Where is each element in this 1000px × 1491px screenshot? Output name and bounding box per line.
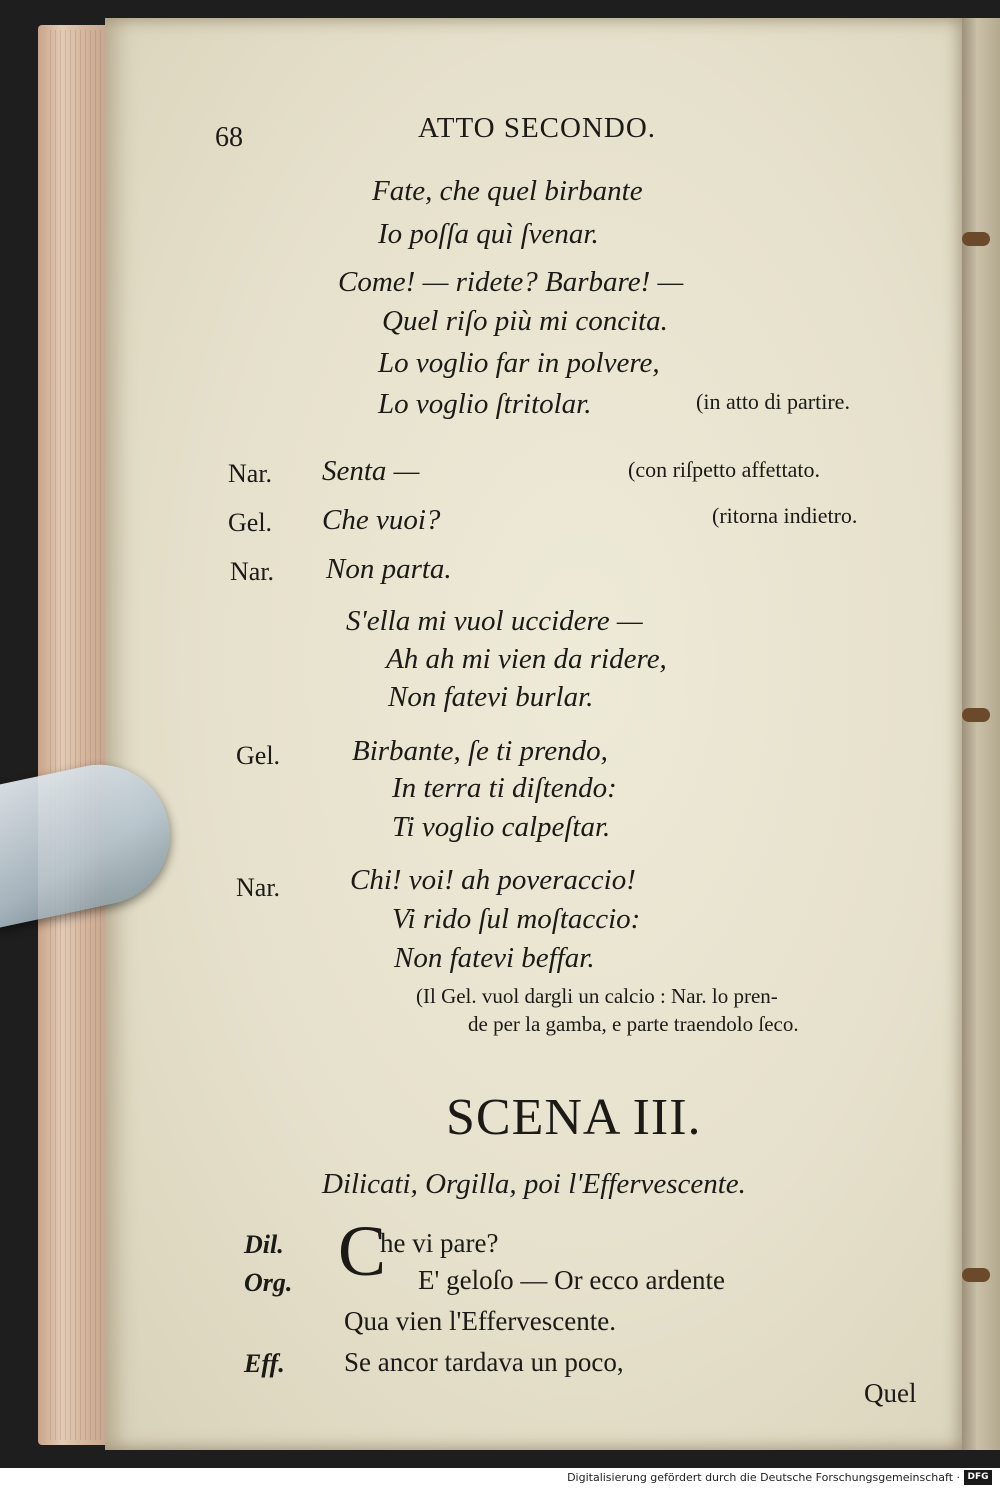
stage-direction: (in atto di partire. [696, 389, 850, 414]
speaker-label: Gel. [236, 741, 281, 770]
verse-line: Ah ah mi vien da ridere, [386, 643, 667, 675]
dialogue-line: Che vuoi? [322, 504, 441, 536]
verse-line: S'ella mi vuol uccidere — [346, 605, 643, 637]
speaker-label: Nar. [236, 873, 281, 902]
stage-direction: (Il Gel. vuol dargli un calcio : Nar. lo pren- [416, 984, 778, 1008]
drop-capital: C [338, 1211, 387, 1291]
speaker-label: Eff. [244, 1349, 285, 1378]
page-number: 68 [215, 122, 243, 153]
scene-title: SCENA III. [446, 1089, 702, 1146]
binding-thread [962, 232, 990, 246]
verse-line: Come! — ridete? Barbare! — [338, 266, 684, 298]
dialogue-line: E' geloſo — Or ecco ardente [418, 1265, 725, 1295]
dialogue-line: he vi pare? [380, 1228, 499, 1258]
verse-line: Birbante, ſe ti prendo, [352, 735, 608, 767]
dialogue-line: Se ancor tardava un poco, [344, 1347, 624, 1377]
verse-line: Ti voglio calpeſtar. [392, 811, 611, 843]
verse-line: Lo voglio far in polvere, [378, 347, 660, 379]
verse-line: Non fatevi beffar. [394, 942, 595, 974]
speaker-label: Nar. [228, 459, 273, 488]
speaker-label: Gel. [228, 508, 273, 537]
binding-thread [962, 1268, 990, 1282]
dialogue-line: Senta — [322, 455, 420, 487]
stage-direction: (con riſpetto affettato. [628, 457, 821, 482]
running-title: ATTO SECONDO. [418, 112, 657, 144]
verse-line: Chi! voi! ah poveraccio! [350, 864, 636, 896]
verse-line: Lo voglio ſtritolar. [378, 388, 592, 420]
verse-line: Io poſſa quì ſvenar. [378, 218, 599, 250]
verse-line: In terra ti diſtendo: [392, 772, 617, 804]
dfg-logo: DFG [964, 1470, 992, 1485]
stage-direction: (ritorna indietro. [712, 503, 858, 528]
dialogue-line: Non parta. [326, 553, 452, 585]
speaker-label: Org. [244, 1268, 293, 1297]
book-page-edges [50, 30, 105, 1440]
catchword: Quel [864, 1378, 917, 1408]
speaker-label: Nar. [230, 557, 275, 586]
stage-direction: de per la gamba, e parte traendolo ſeco. [468, 1012, 799, 1036]
verse-line: Vi rido ſul moſtaccio: [392, 903, 641, 935]
speaker-label: Dil. [244, 1230, 284, 1259]
digitization-credit: Digitalisierung gefördert durch die Deutsche Forschungsgemeinschaft · [567, 1471, 960, 1484]
verse-line: Quel riſo più mi concita. [382, 305, 668, 337]
verse-line: Non fatevi burlar. [388, 681, 594, 713]
dialogue-line: Qua vien l'Effervescente. [344, 1306, 616, 1336]
verse-line: Fate, che quel birbante [372, 175, 643, 207]
scene-characters: Dilicati, Orgilla, poi l'Effervescente. [322, 1168, 746, 1200]
binding-thread [962, 708, 990, 722]
